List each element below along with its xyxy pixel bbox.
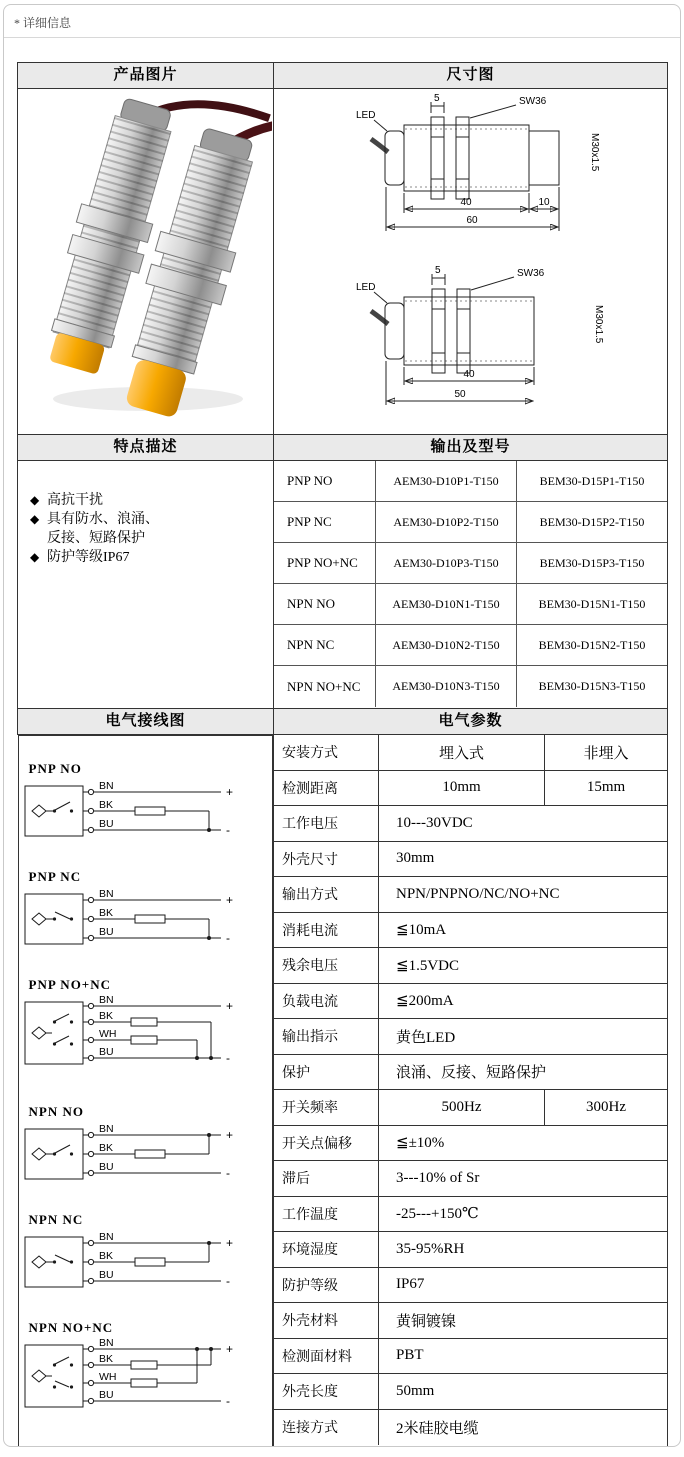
param-row	[274, 1232, 667, 1268]
param-value-2: 300Hz	[544, 1090, 667, 1125]
plus-sign: +	[225, 1235, 233, 1250]
param-value: 500Hz	[378, 1090, 544, 1125]
model-nonflush: BEM30-D15N2-T150	[516, 625, 667, 665]
wire-label: BN	[98, 780, 114, 793]
sw36-label: SW36	[519, 96, 547, 107]
feature-line	[30, 510, 265, 529]
feature-text: 防护等级IP67	[47, 550, 130, 565]
model-row	[274, 584, 667, 625]
param-row	[274, 1055, 667, 1091]
wiring-circuit	[19, 994, 254, 1078]
model-row	[274, 625, 667, 666]
param-label: 检测距离	[282, 781, 338, 797]
model-flush: AEM30-D10P1-T150	[375, 461, 516, 501]
wiring-diagram-label: PNP NC	[28, 869, 82, 885]
minus-sign: -	[225, 823, 230, 838]
param-label: 外壳材料	[282, 1314, 338, 1330]
param-value: ≦±10%	[378, 1126, 667, 1161]
param-label: 外壳尺寸	[282, 852, 338, 868]
dimension-cell	[274, 89, 668, 435]
model-nonflush: BEM30-D15P1-T150	[516, 461, 667, 501]
content-row-1	[18, 89, 668, 435]
dim-60: 60	[466, 215, 478, 226]
model-row	[274, 461, 667, 502]
param-row	[274, 1268, 667, 1304]
model-row	[274, 666, 667, 707]
param-row	[274, 771, 667, 807]
dim-10: 10	[538, 197, 550, 208]
section-title-wiring: 电气接线图	[18, 709, 274, 735]
model-output-type: PNP NO	[287, 473, 333, 488]
param-row	[274, 842, 667, 878]
model-flush: AEM30-D10N2-T150	[375, 625, 516, 665]
param-value-2: 15mm	[544, 771, 667, 806]
wire-label: BK	[98, 1141, 113, 1154]
wire-label: BN	[98, 1336, 114, 1349]
product-detail-table	[17, 62, 668, 1447]
param-label: 保护	[282, 1065, 310, 1081]
wire-label: BU	[98, 1160, 114, 1173]
feature-line	[30, 548, 265, 567]
wire-label: BK	[98, 1010, 113, 1023]
sw36-label: SW36	[517, 268, 545, 279]
param-value: 35-95%RH	[378, 1232, 667, 1267]
models-table	[274, 461, 667, 707]
param-row	[274, 1410, 667, 1446]
section-title-dimensions: 尺寸图	[274, 63, 668, 89]
dimension-drawing	[274, 89, 666, 429]
param-value: 2米硅胶电缆	[378, 1410, 667, 1446]
param-row	[274, 1197, 667, 1233]
wiring-diagram-label: NPN NC	[28, 1211, 84, 1227]
dim-5: 5	[434, 93, 440, 104]
wiring-diagram-label: NPN NO	[28, 1103, 84, 1119]
param-value: ≦200mA	[378, 984, 667, 1019]
wire-label: BN	[98, 994, 114, 1007]
feature-text: 高抗干扰	[47, 493, 103, 508]
param-row	[274, 984, 667, 1020]
param-row	[274, 877, 667, 913]
minus-sign: -	[225, 931, 230, 946]
wire-label: BU	[98, 818, 114, 831]
led-label: LED	[356, 282, 376, 293]
model-output-type: NPN NO	[287, 596, 336, 611]
features-cell	[18, 461, 274, 709]
param-label: 工作温度	[282, 1207, 338, 1223]
wire-label: BU	[98, 1046, 114, 1059]
model-output-type: PNP NC	[287, 514, 332, 529]
wire-label: WH	[98, 1370, 116, 1383]
param-row	[274, 806, 667, 842]
model-output-type: NPN NO+NC	[287, 678, 361, 694]
feature-line	[30, 529, 265, 548]
product-photo-cell	[18, 89, 274, 435]
wiring-diagram-pnp-no	[19, 761, 273, 844]
param-value: -25---+150℃	[378, 1197, 667, 1232]
param-label: 防护等级	[282, 1278, 338, 1294]
section-title-product-image: 产品图片	[18, 63, 274, 89]
plus-sign: +	[225, 785, 233, 800]
wiring-diagram-label: NPN NO+NC	[28, 1319, 114, 1335]
param-label: 环境湿度	[282, 1243, 338, 1259]
wire-label: BK	[98, 1249, 113, 1262]
dim-50: 50	[454, 389, 466, 400]
feature-text: 反接、短路保护	[47, 531, 145, 546]
dim-5: 5	[435, 265, 441, 276]
wiring-diagram-pnp-nc	[19, 869, 273, 952]
param-value: 10---30VDC	[378, 806, 667, 841]
model-nonflush: BEM30-D15P2-T150	[516, 502, 667, 542]
param-value: 黄色LED	[378, 1019, 667, 1054]
param-label: 消耗电流	[282, 923, 338, 939]
diamond-bullet-icon: ◆	[30, 550, 40, 564]
wiring-circuit	[19, 1229, 254, 1295]
model-flush: AEM30-D10P2-T150	[375, 502, 516, 542]
param-label: 工作电压	[282, 817, 338, 833]
param-value: 10mm	[378, 771, 544, 806]
wiring-circuit	[19, 886, 254, 952]
param-value: PBT	[378, 1339, 667, 1374]
param-value: 50mm	[378, 1374, 667, 1409]
param-value-2: 非埋入	[544, 735, 667, 770]
param-row	[274, 1374, 667, 1410]
param-row	[274, 948, 667, 984]
model-output-type: PNP NO+NC	[287, 555, 358, 570]
plus-sign: +	[225, 893, 233, 908]
params-cell	[274, 735, 668, 1448]
header-row-1	[18, 63, 668, 89]
model-flush: AEM30-D10N3-T150	[375, 666, 516, 707]
dimension-drawing-nonflush	[356, 265, 604, 405]
param-value: 3---10% of Sr	[378, 1161, 667, 1196]
model-row	[274, 543, 667, 584]
wiring-diagram-label: PNP NO+NC	[28, 977, 111, 993]
plus-sign: +	[225, 1341, 233, 1356]
wire-label: BU	[98, 1388, 114, 1401]
feature-line	[30, 491, 265, 510]
minus-sign: -	[225, 1273, 230, 1288]
param-label: 残余电压	[282, 959, 338, 975]
minus-sign: -	[225, 1051, 230, 1066]
wire-label: BU	[98, 926, 114, 939]
wiring-diagram-npn-no	[19, 1104, 273, 1187]
wire-label: BU	[98, 1268, 114, 1281]
wiring-circuit	[19, 1121, 254, 1187]
param-label: 开关频率	[282, 1101, 338, 1117]
wiring-circuit	[19, 1337, 254, 1421]
thread-label: M30x1.5	[593, 305, 604, 344]
param-value: 30mm	[378, 842, 667, 877]
wire-label: BN	[98, 888, 114, 901]
wiring-diagram-npn-nc	[19, 1212, 273, 1295]
product-photo	[18, 89, 272, 429]
thread-label: M30x1.5	[589, 133, 600, 172]
dim-40: 40	[463, 369, 475, 380]
section-title-params: 电气参数	[274, 709, 668, 735]
feature-text: 具有防水、浪涌、	[47, 512, 159, 527]
wire-label: BN	[98, 1230, 114, 1243]
param-value: 埋入式	[378, 735, 544, 770]
params-table	[274, 735, 667, 1445]
param-row	[274, 1303, 667, 1339]
model-row	[274, 502, 667, 543]
param-label: 检测面材料	[282, 1349, 352, 1365]
param-value: NPN/PNPNO/NC/NO+NC	[378, 877, 667, 912]
param-value: 黄铜镀镍	[378, 1303, 667, 1338]
plus-sign: +	[225, 999, 233, 1014]
param-label: 安装方式	[282, 746, 338, 762]
header-row-3	[18, 709, 668, 735]
wiring-diagram-pnp-no-nc	[19, 977, 273, 1078]
wire-label: BK	[98, 1352, 113, 1365]
param-label: 外壳长度	[282, 1385, 338, 1401]
param-row	[274, 1161, 667, 1197]
param-value: ≦10mA	[378, 913, 667, 948]
param-value: ≦1.5VDC	[378, 948, 667, 983]
param-row	[274, 735, 667, 771]
param-row	[274, 1339, 667, 1375]
wiring-diagram-npn-no-nc	[19, 1320, 273, 1421]
detail-panel	[3, 4, 681, 1447]
param-label: 输出指示	[282, 1030, 338, 1046]
section-title-outputs: 输出及型号	[274, 435, 668, 461]
wire-label: BK	[98, 907, 113, 920]
divider	[4, 37, 680, 38]
minus-sign: -	[225, 1393, 230, 1408]
wire-label: WH	[98, 1028, 116, 1041]
model-nonflush: BEM30-D15N3-T150	[516, 666, 667, 707]
param-label: 连接方式	[282, 1421, 338, 1437]
param-label: 输出方式	[282, 888, 338, 904]
param-value: IP67	[378, 1268, 667, 1303]
param-row	[274, 913, 667, 949]
header-row-2	[18, 435, 668, 461]
model-nonflush: BEM30-D15N1-T150	[516, 584, 667, 624]
model-flush: AEM30-D10N1-T150	[375, 584, 516, 624]
param-label: 负载电流	[282, 994, 338, 1010]
param-label: 开关点偏移	[282, 1136, 352, 1152]
wiring-diagram-label: PNP NO	[28, 761, 82, 777]
wiring-circuit	[19, 778, 254, 844]
model-output-type: NPN NC	[287, 637, 335, 652]
param-row	[274, 1019, 667, 1055]
plus-sign: +	[225, 1127, 233, 1142]
section-title-features: 特点描述	[18, 435, 274, 461]
dimension-drawing-flush	[356, 93, 600, 231]
model-nonflush: BEM30-D15P3-T150	[516, 543, 667, 583]
param-value: 浪涌、反接、短路保护	[378, 1055, 667, 1090]
param-row	[274, 1090, 667, 1126]
param-row	[274, 1126, 667, 1162]
diamond-bullet-icon: ◆	[30, 512, 40, 526]
wiring-cell	[18, 735, 274, 1447]
content-row-3	[18, 735, 668, 1448]
diamond-bullet-icon: ◆	[30, 493, 40, 507]
led-label: LED	[356, 110, 376, 121]
param-label: 滞后	[282, 1172, 310, 1188]
minus-sign: -	[225, 1165, 230, 1180]
models-cell	[274, 461, 668, 709]
model-flush: AEM30-D10P3-T150	[375, 543, 516, 583]
dim-40: 40	[460, 197, 472, 208]
wire-label: BK	[98, 799, 113, 812]
content-row-2	[18, 461, 668, 709]
wire-label: BN	[98, 1122, 114, 1135]
detail-note: * 详细信息	[14, 16, 72, 30]
